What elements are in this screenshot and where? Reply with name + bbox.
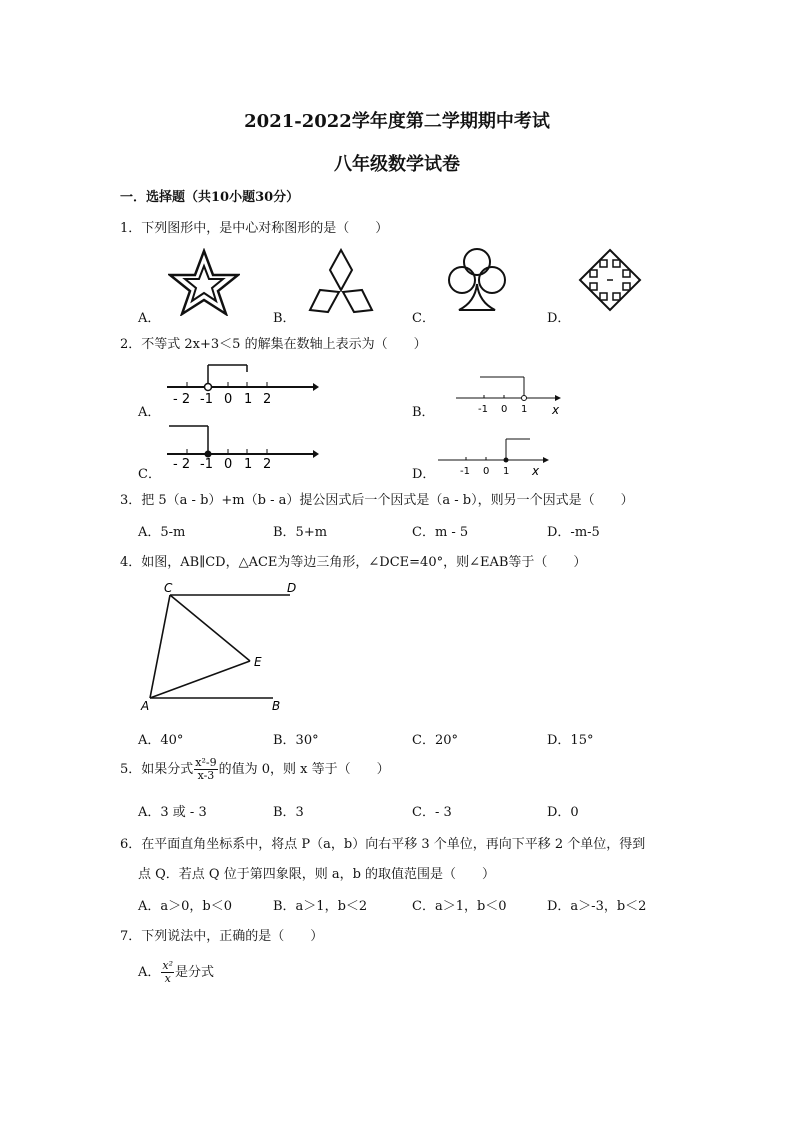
question-3-stem: 3．把 5（a - b）+m（b - a）提公因式后一个因式是（a - b），则另一个因式是（ ） (120, 493, 634, 508)
q1-option-b: B． (273, 311, 296, 326)
q2-option-d: D． (412, 467, 436, 482)
q5-frac-den: x-3 (197, 769, 215, 782)
nla-tick-1: 1 (244, 392, 253, 406)
label-b: B (272, 699, 281, 713)
question-7-stem: 7．下列说法中，正确的是（ ） (120, 929, 324, 944)
q2-option-a: A． (138, 405, 161, 420)
numberline-c (165, 420, 320, 468)
nlc-tick-1: 1 (244, 457, 253, 468)
nlc-tick-neg1: -1 (200, 457, 213, 468)
club-figure (443, 246, 511, 314)
q1-option-d: D． (547, 311, 571, 326)
q7-option-a (138, 960, 214, 985)
question-1-stem: 1．下列图形中，是中心对称图形的是（ ） (120, 221, 389, 236)
question-6-stem-line1: 6．在平面直角坐标系中，将点 P（a，b）向右平移 3 个单位，再向下平移 2 个单位，得到 (120, 837, 646, 852)
numberline-b (452, 372, 570, 416)
q1-option-a: A． (138, 311, 161, 326)
q4-option-a: A．40° (138, 733, 184, 748)
q3-option-d: D．-m-5 (547, 525, 600, 540)
label-d: D (287, 581, 297, 595)
nld-tick-0: 0 (483, 466, 490, 476)
label-a: A (141, 699, 150, 713)
q3-option-b: B．5+m (273, 525, 328, 540)
q2-option-b: B． (412, 405, 435, 420)
nlc-tick-neg2: - 2 (173, 457, 191, 468)
q6-option-a: A．a＞0，b＜0 (138, 899, 233, 914)
question-5-stem (120, 757, 390, 782)
q5-option-d: D．0 (547, 805, 579, 820)
section-heading: 一．选择题（共10小题30分） (120, 190, 300, 205)
q5-option-a: A．3 或 - 3 (138, 805, 207, 820)
nlb-axis-x: x (552, 403, 560, 416)
q3-option-a: A．5-m (138, 525, 186, 540)
nla-tick-neg2: - 2 (173, 392, 191, 406)
q5-option-b: B．3 (273, 805, 304, 820)
q2-option-c: C． (138, 467, 161, 482)
q4-option-c: C．20° (412, 733, 458, 748)
question-4-stem: 4．如图，AB∥CD，△ACE为等边三角形，∠DCE=40°，则∠EAB等于（ ） (120, 555, 587, 570)
rhombus-figure (306, 248, 376, 314)
q7-option-a-fraction (161, 960, 174, 985)
nld-tick-1: 1 (503, 466, 510, 476)
q4-option-b: B．30° (273, 733, 319, 748)
q1-option-c: C． (412, 311, 435, 326)
question-6-stem-line2: 点 Q．若点 Q 位于第四象限，则 a，b 的取值范围是（ ） (138, 867, 496, 882)
q5-fraction (194, 757, 217, 782)
q5-option-c: C．- 3 (412, 805, 452, 820)
q7-frac-den: x (164, 972, 171, 985)
nlc-tick-2: 2 (263, 457, 272, 468)
nlb-tick-1: 1 (521, 404, 528, 415)
q4-option-d: D．15° (547, 733, 594, 748)
exam-subtitle: 八年级数学试卷 (334, 154, 460, 175)
nla-tick-2: 2 (263, 392, 272, 406)
nlb-tick-neg1: -1 (478, 404, 488, 415)
question-2-stem: 2．不等式 2x+3＜5 的解集在数轴上表示为（ ） (120, 337, 427, 352)
q3-option-c: C．m - 5 (412, 525, 469, 540)
q6-option-d: D．a＞-3，b＜2 (547, 899, 647, 914)
q6-option-b: B．a＞1，b＜2 (273, 899, 368, 914)
nlc-tick-0: 0 (224, 457, 233, 468)
nlb-tick-0: 0 (501, 404, 508, 415)
star-figure (168, 248, 240, 316)
q7-option-a-label: A． (138, 965, 161, 980)
q7-frac-num: x² (162, 959, 174, 972)
q5-stem-pre: 5．如果分式 (120, 762, 194, 777)
q7-option-a-text: 是分式 (175, 965, 215, 980)
label-e: E (254, 655, 262, 669)
label-c: C (164, 581, 173, 595)
nla-tick-0: 0 (224, 392, 233, 406)
triangle-figure (135, 578, 310, 716)
numberline-a (165, 360, 320, 406)
nld-tick-neg1: -1 (460, 466, 470, 476)
exam-title: 2021-2022学年度第二学期期中考试 (244, 111, 550, 132)
q5-stem-post: 的值为 0，则 x 等于（ ） (218, 762, 390, 777)
numberline-d (436, 432, 556, 476)
nla-tick-neg1: -1 (200, 392, 213, 406)
arrows-figure (578, 248, 642, 312)
nld-axis-x: x (532, 464, 540, 476)
q6-option-c: C．a＞1，b＜0 (412, 899, 507, 914)
q5-frac-num: x²-9 (195, 756, 217, 769)
